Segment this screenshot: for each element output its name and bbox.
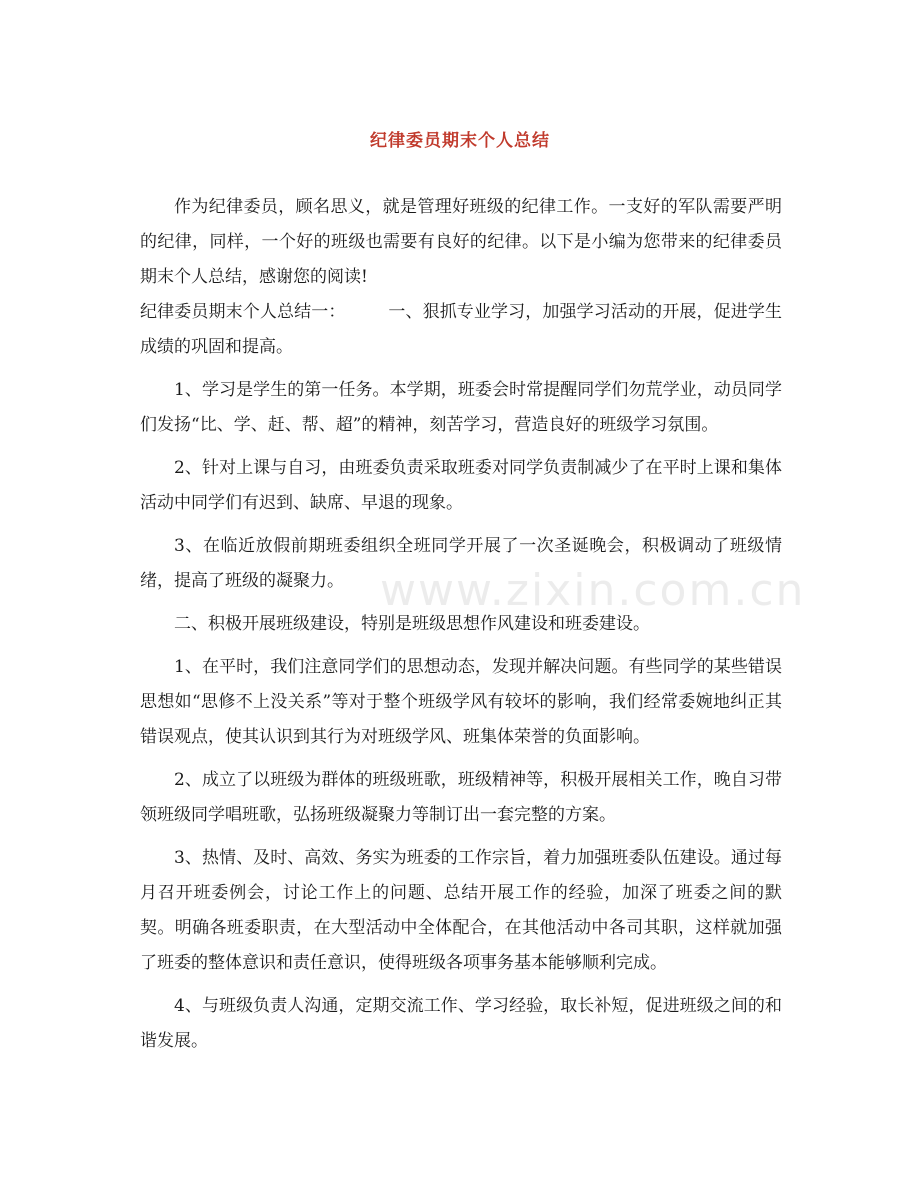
paragraph-item: 2、针对上课与自习，由班委负责采取班委对同学负责制减少了在平时上课和集体活动中同学们有迟到、缺席、早退的现象。 xyxy=(140,458,782,513)
paragraph-item: 3、在临近放假前期班委组织全班同学开展了一次圣诞晚会，积极调动了班级情绪，提高了班级的凝聚力。 xyxy=(140,536,782,591)
section-heading-paragraph: 二、积极开展班级建设，特别是班级思想作风建设和班委建设。 xyxy=(174,614,650,634)
paragraph-item: 3、热情、及时、高效、务实为班委的工作宗旨，着力加强班委队伍建设。通过每月召开班委例会，讨论工作上的问题、总结开展工作的经验，加深了班委之间的默契。明确各班委职责，在大型活动中全体配合，在其他活动中各司其职，这样就加强了班委的整体意识和责任意识，使得班级各项事务基本能够顺利完成。 xyxy=(140,848,782,973)
paragraph-item: 1、学习是学生的第一任务。本学期，班委会时常提醒同学们勿荒学业，动员同学们发扬“比、学、赶、帮、超”的精神，刻苦学习，营造良好的班级学习氛围。 xyxy=(140,380,782,435)
section-heading-paragraph: 纪律委员期末个人总结一： 一、狠抓专业学习，加强学习活动的开展，促进学生成绩的巩固和提高。 xyxy=(140,302,782,357)
paragraph-item: 1、在平时，我们注意同学们的思想动态，发现并解决问题。有些同学的某些错误思想如“思修不上没关系”等对于整个班级学风有较坏的影响，我们经常委婉地纠正其错误观点，使其认识到其行为对班级学风、班集体荣誉的负面影响。 xyxy=(140,657,782,747)
watermark: www.zixin.com.cn xyxy=(380,565,806,616)
intro-paragraph: 作为纪律委员，顾名思义，就是管理好班级的纪律工作。一支好的军队需要严明的纪律，同样，一个好的班级也需要有良好的纪律。以下是小编为您带来的纪律委员期末个人总结，感谢您的阅读! xyxy=(140,197,782,287)
document-title: 纪律委员期末个人总结 xyxy=(370,131,550,151)
paragraph-item: 4、与班级负责人沟通，定期交流工作、学习经验，取长补短，促进班级之间的和谐发展。 xyxy=(140,996,782,1051)
paragraph-item: 2、成立了以班级为群体的班级班歌，班级精神等，积极开展相关工作，晚自习带领班级同学唱班歌，弘扬班级凝聚力等制订出一套完整的方案。 xyxy=(140,770,782,825)
document-body xyxy=(140,190,782,1059)
